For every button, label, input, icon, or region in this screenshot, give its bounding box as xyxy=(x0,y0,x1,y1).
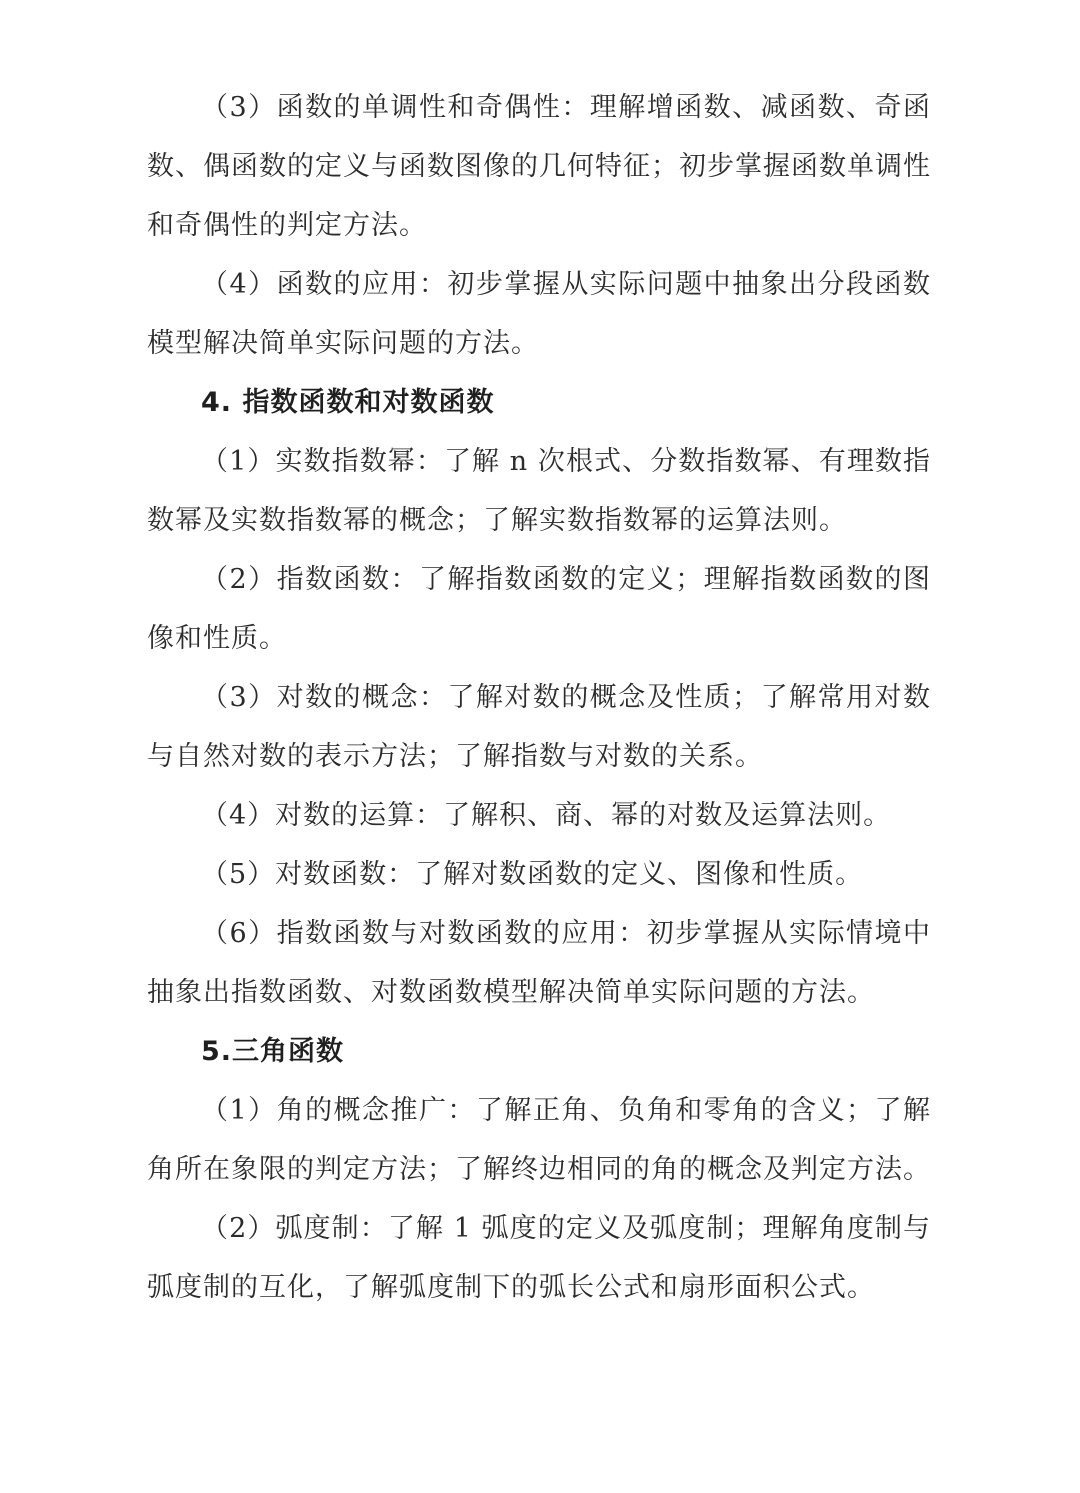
paragraph-exponential-function: （2）指数函数：了解指数函数的定义；理解指数函数的图像和性质。 xyxy=(147,564,931,654)
paragraph-function-application: （4）函数的应用：初步掌握从实际问题中抽象出分段函数模型解决简单实际问题的方法。 xyxy=(147,269,931,359)
document-body xyxy=(147,78,931,1317)
paragraph-exp-log-application: （6）指数函数与对数函数的应用：初步掌握从实际情境中抽象出指数函数、对数函数模型解决简单实际问题的方法。 xyxy=(147,918,931,1008)
paragraph-radian-measure: （2）弧度制：了解 1 弧度的定义及弧度制；理解角度制与弧度制的互化，了解弧度制下的弧长公式和扇形面积公式。 xyxy=(147,1213,931,1303)
section-heading-trigonometric: 5.三角函数 xyxy=(201,1036,345,1067)
paragraph-real-exponent-power: （1）实数指数幂：了解 n 次根式、分数指数幂、有理数指数幂及实数指数幂的概念；了解实数指数幂的运算法则。 xyxy=(147,446,931,536)
paragraph-monotonicity-parity: （3）函数的单调性和奇偶性：理解增函数、减函数、奇函数、偶函数的定义与函数图像的几何特征；初步掌握函数单调性和奇偶性的判定方法。 xyxy=(147,92,931,241)
paragraph-logarithm-concept: （3）对数的概念：了解对数的概念及性质；了解常用对数与自然对数的表示方法；了解指数与对数的关系。 xyxy=(147,682,931,772)
section-heading-exponential-logarithmic: 4. 指数函数和对数函数 xyxy=(201,387,495,418)
paragraph-logarithm-operations: （4）对数的运算：了解积、商、幂的对数及运算法则。 xyxy=(201,800,892,831)
paragraph-logarithmic-function: （5）对数函数：了解对数函数的定义、图像和性质。 xyxy=(201,859,864,890)
paragraph-angle-concept: （1）角的概念推广：了解正角、负角和零角的含义；了解角所在象限的判定方法；了解终边相同的角的概念及判定方法。 xyxy=(147,1095,931,1185)
